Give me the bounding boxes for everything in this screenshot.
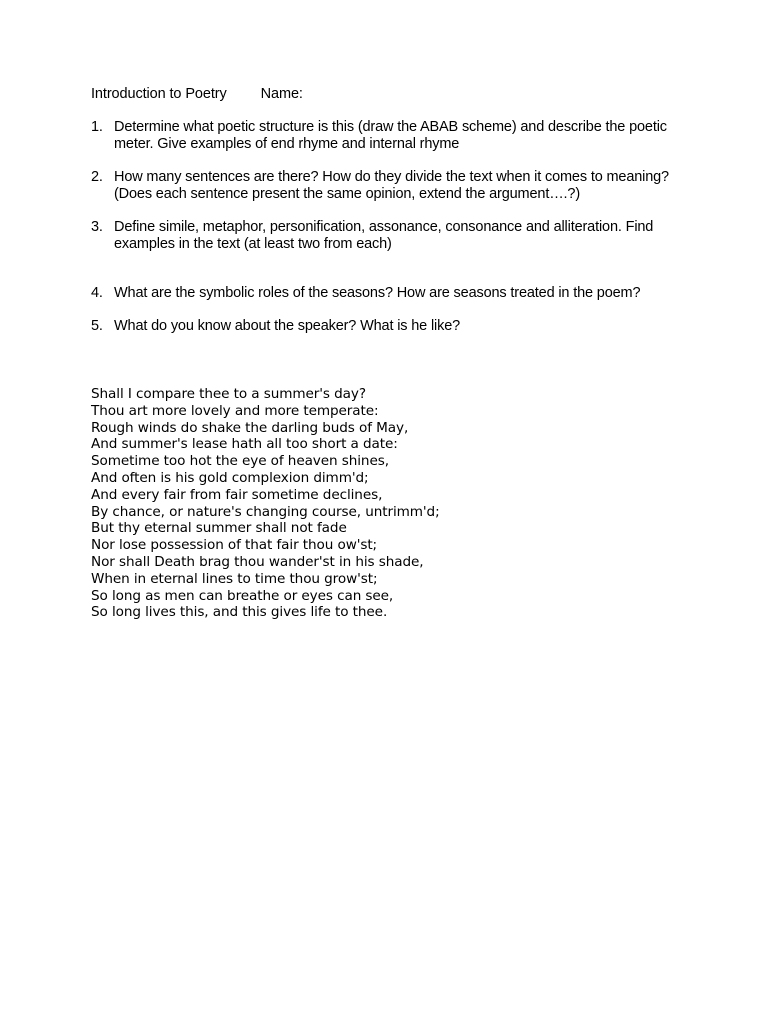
question-number: 5. <box>91 318 103 334</box>
question-text: Define simile, metaphor, personification, assonance, consonance and alliteration. Find examples in the text (at least two from each) <box>114 219 654 252</box>
question-item <box>91 119 691 153</box>
poem-line: And every fair from fair sometime declines, <box>91 486 383 503</box>
question-text: What do you know about the speaker? What is he like? <box>114 318 461 334</box>
poem-line: Shall I compare thee to a summer's day? <box>91 386 366 402</box>
poem-line: By chance, or nature's changing course, untrimm'd; <box>91 503 440 520</box>
poem-line: Thou art more lovely and more temperate: <box>91 402 379 419</box>
poem-line: When in eternal lines to time thou grow'st; <box>91 570 378 587</box>
poem-line: Sometime too hot the eye of heaven shines, <box>91 453 389 470</box>
poem-line: Rough winds do shake the darling buds of May, <box>91 419 409 436</box>
poem-line: Nor shall Death brag thou wander'st in his shade, <box>91 553 424 570</box>
question-item <box>91 169 691 203</box>
question-number: 4. <box>91 285 103 301</box>
question-number: 1. <box>91 119 103 135</box>
name-label: Name: <box>260 86 303 102</box>
poem-line: So long lives this, and this gives life to thee. <box>91 604 388 621</box>
question-list <box>91 119 691 335</box>
question-item <box>91 318 691 335</box>
question-item <box>91 285 691 302</box>
poem-line: And often is his gold complexion dimm'd; <box>91 469 369 486</box>
poem-line: And summer's lease hath all too short a date: <box>91 436 398 453</box>
question-number: 2. <box>91 169 103 185</box>
poem-line: But thy eternal summer shall not fade <box>91 520 347 537</box>
question-text: Determine what poetic structure is this (draw the ABAB scheme) and describe the poetic meter. Give examples of end rhyme and internal rhyme <box>114 119 667 152</box>
sonnet-text <box>91 386 440 621</box>
poem-line: Nor lose possession of that fair thou ow'st; <box>91 537 378 554</box>
question-number: 3. <box>91 219 103 235</box>
question-item <box>91 219 691 253</box>
poem-line: So long as men can breathe or eyes can see, <box>91 587 394 604</box>
question-text: What are the symbolic roles of the seasons? How are seasons treated in the poem? <box>114 285 641 301</box>
worksheet-header <box>91 86 303 102</box>
question-text: How many sentences are there? How do they divide the text when it comes to meaning? (Does each sentence present the same opinion, extend the argument….?) <box>114 169 669 202</box>
worksheet-title: Introduction to Poetry <box>91 86 227 102</box>
